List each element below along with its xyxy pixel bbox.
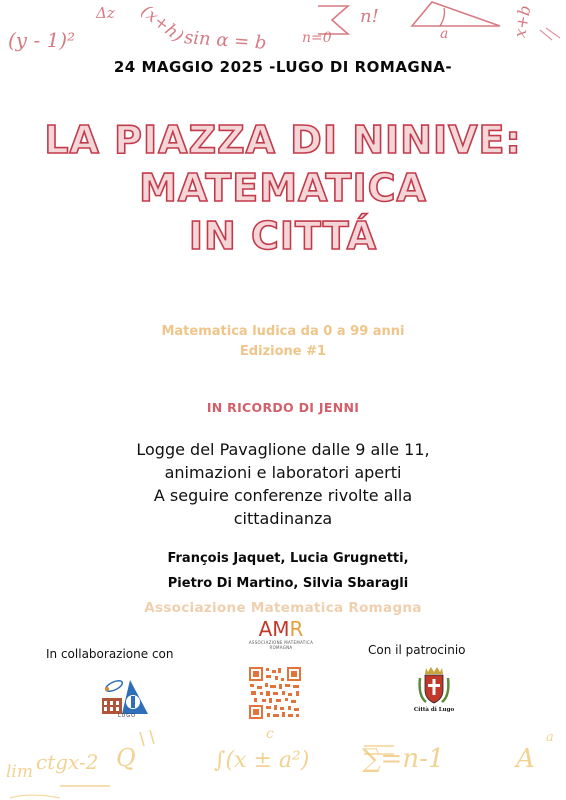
event-title — [0, 116, 566, 260]
math-doodle: (y - 1)² — [8, 28, 76, 52]
math-doodle: a — [546, 730, 554, 745]
math-doodle: c — [266, 726, 274, 742]
math-doodle: (x+h) — [136, 1, 188, 47]
description-line: Logge del Pavaglione dalle 9 alle 11, — [136, 440, 430, 459]
organizer-name: Associazione Matematica Romagna — [144, 600, 422, 616]
math-doodle: Δz — [96, 4, 115, 22]
math-doodle: Q — [116, 744, 136, 772]
math-doodle: A — [516, 744, 535, 774]
description-line: cittadinanza — [233, 509, 333, 528]
city-crest — [416, 666, 452, 706]
title-line: LA PIAZZA DI NINIVE: — [44, 118, 522, 162]
amr-logo-caption: ASSOCIAZIONE MATEMATICA — [248, 640, 314, 645]
amr-letter: R — [289, 617, 304, 641]
math-doodle: ∑=n-1 — [362, 744, 445, 774]
math-doodle: ctgx-2 — [36, 750, 99, 774]
partner-logo-caption: LUGO — [118, 713, 137, 719]
amr-letter: M — [272, 617, 290, 641]
math-doodle: ∫(x ± a²) — [214, 748, 310, 773]
math-doodle: n=0 — [302, 30, 332, 46]
speakers-line: Pietro Di Martino, Silvia Sbaragli — [167, 576, 409, 591]
description-line: A seguire conferenze rivolte alla — [153, 486, 413, 505]
edition-label: Edizione #1 — [239, 344, 327, 359]
math-doodle: sin α = b — [183, 27, 268, 54]
math-doodle: n! — [360, 6, 379, 27]
math-doodle-lines — [0, 0, 566, 60]
speakers-list — [0, 546, 566, 596]
math-doodle-lines — [0, 720, 566, 800]
math-doodle: x+b — [510, 3, 535, 40]
event-date-location: 24 MAGGIO 2025 -LUGO DI ROMAGNA- — [113, 58, 453, 76]
patronage-label: Con il patrocinio — [368, 643, 466, 657]
math-doodle: lim — [6, 762, 33, 782]
title-line: IN CITTÁ — [188, 214, 378, 258]
memorial-dedication: IN RICORDO DI JENNI — [206, 400, 360, 415]
event-subtitle — [0, 322, 566, 362]
description-line: animazioni e laboratori aperti — [164, 463, 402, 482]
subtitle-line: Matematica ludica da 0 a 99 anni — [161, 324, 405, 339]
title-line: MATEMATICA — [139, 166, 427, 210]
speakers-line: François Jaquet, Lucia Grugnetti, — [167, 551, 409, 566]
amr-logo — [244, 618, 318, 658]
amr-logo-caption: ROMAGNA — [269, 645, 293, 650]
event-description — [0, 438, 566, 530]
qr-code[interactable] — [248, 666, 302, 720]
amr-letter: A — [258, 617, 273, 641]
math-doodle: a — [440, 26, 449, 42]
collaboration-label: In collaborazione con — [46, 647, 174, 661]
crest-caption: Città di Lugo — [413, 707, 455, 713]
